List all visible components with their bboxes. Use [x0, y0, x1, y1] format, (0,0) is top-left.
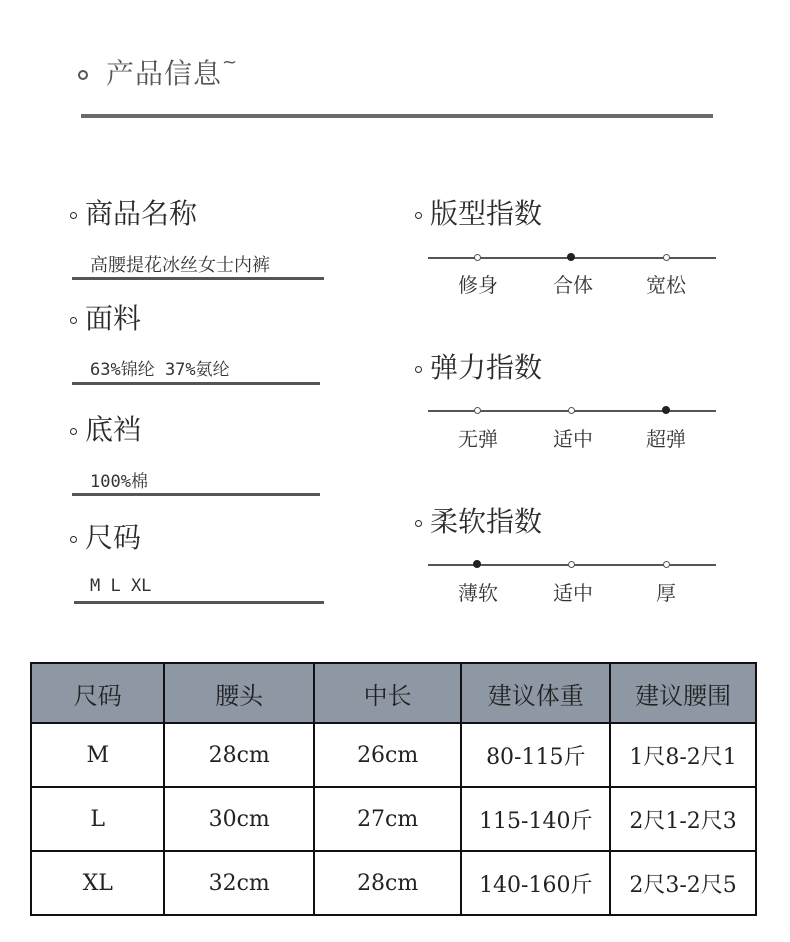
index-stretch-tick-1	[568, 407, 575, 414]
bullet-icon	[415, 520, 422, 527]
table-row	[31, 851, 756, 915]
index-fit-tick-0	[474, 254, 481, 261]
field-size-rule	[74, 601, 324, 604]
index-stretch-option-1: 适中	[553, 427, 593, 451]
cell-size: M	[31, 723, 164, 787]
bullet-icon	[78, 70, 88, 80]
index-soft-option-0: 薄软	[458, 581, 498, 605]
index-soft-option-2: 厚	[656, 581, 676, 605]
cell-length: 27cm	[314, 787, 461, 851]
index-stretch-title-text: 弹力指数	[430, 351, 543, 384]
field-crotch-value: 100%棉	[90, 472, 148, 492]
index-fit-option-2: 宽松	[646, 273, 686, 297]
cell-waist: 2尺1-2尺3	[610, 787, 756, 851]
field-fabric-label	[70, 297, 141, 337]
index-stretch-option-0: 无弹	[458, 427, 498, 451]
bullet-icon	[70, 317, 77, 324]
field-crotch-label-text: 底裆	[85, 413, 142, 446]
table-row	[31, 787, 756, 851]
index-stretch-tick-0	[474, 407, 481, 414]
field-name-value: 高腰提花冰丝女士内裤	[90, 255, 270, 276]
bullet-icon	[70, 536, 77, 543]
size-table	[30, 662, 757, 916]
index-soft-tick-2	[663, 561, 670, 568]
page-title-text: 产品信息	[106, 57, 223, 90]
cell-length: 28cm	[314, 851, 461, 915]
cell-length: 26cm	[314, 723, 461, 787]
field-size-value: M L XL	[90, 576, 152, 596]
bullet-icon	[70, 212, 77, 219]
header-length: 中长	[314, 663, 461, 723]
title-tilde: ~	[222, 52, 239, 73]
bullet-icon	[415, 212, 422, 219]
index-fit-tick-1	[567, 253, 575, 261]
header-waist: 建议腰围	[610, 663, 756, 723]
cell-waistband: 32cm	[164, 851, 313, 915]
index-fit-tick-2	[663, 254, 670, 261]
cell-weight: 80-115斤	[461, 723, 610, 787]
header-size: 尺码	[31, 663, 164, 723]
bullet-icon	[415, 366, 422, 373]
index-stretch-title	[415, 346, 542, 386]
index-fit-option-0: 修身	[458, 273, 498, 297]
header-waistband: 腰头	[164, 663, 313, 723]
cell-weight: 140-160斤	[461, 851, 610, 915]
index-soft-tick-1	[568, 561, 575, 568]
index-stretch-option-2: 超弹	[646, 427, 686, 451]
index-stretch-tick-2	[662, 406, 670, 414]
field-crotch-label	[70, 408, 141, 448]
cell-waist: 1尺8-2尺1	[610, 723, 756, 787]
index-soft-title	[415, 500, 542, 540]
field-crotch-rule	[72, 493, 320, 496]
cell-size: XL	[31, 851, 164, 915]
field-fabric-value: 63%锦纶 37%氨纶	[90, 360, 230, 380]
field-fabric-label-text: 面料	[85, 302, 142, 335]
index-soft-tick-0	[473, 560, 481, 568]
bullet-icon	[70, 428, 77, 435]
field-name-label	[70, 192, 197, 232]
size-table-header-row	[31, 663, 756, 723]
page-title	[78, 52, 238, 92]
cell-size: L	[31, 787, 164, 851]
field-fabric-rule	[72, 382, 320, 385]
field-name-rule	[72, 277, 324, 280]
field-size-label	[70, 516, 141, 556]
index-fit-option-1: 合体	[553, 273, 593, 297]
cell-waist: 2尺3-2尺5	[610, 851, 756, 915]
cell-weight: 115-140斤	[461, 787, 610, 851]
cell-waistband: 28cm	[164, 723, 313, 787]
field-name-label-text: 商品名称	[85, 197, 198, 230]
header-weight: 建议体重	[461, 663, 610, 723]
index-fit-title-text: 版型指数	[430, 197, 543, 230]
header-divider	[81, 114, 713, 118]
cell-waistband: 30cm	[164, 787, 313, 851]
field-size-label-text: 尺码	[85, 521, 142, 554]
table-row	[31, 723, 756, 787]
index-soft-title-text: 柔软指数	[430, 505, 543, 538]
index-fit-title	[415, 192, 542, 232]
index-soft-option-1: 适中	[553, 581, 593, 605]
